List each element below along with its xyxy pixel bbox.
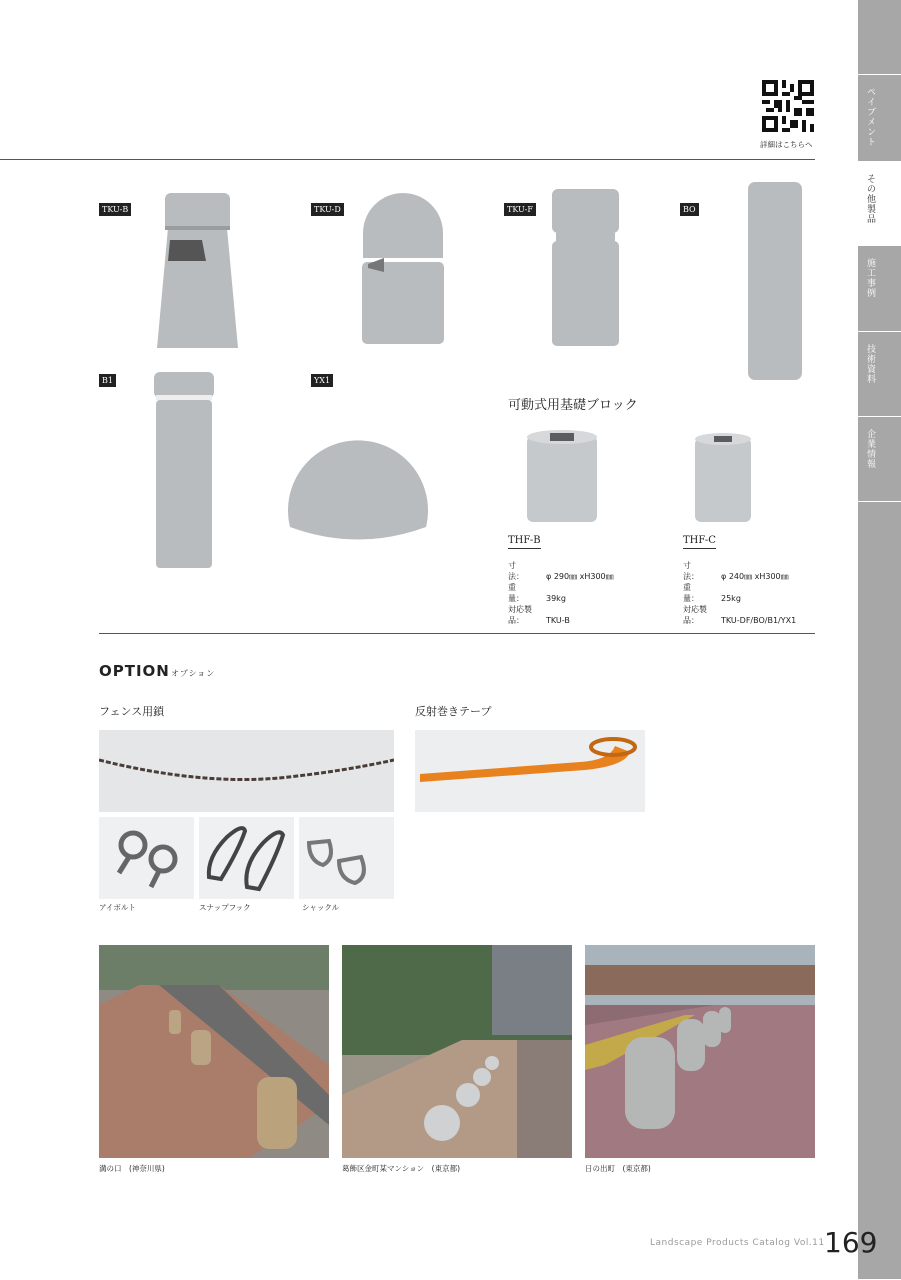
model-thf-c: THF-C [683, 535, 716, 549]
model-tag-tku-d: TKU-D [311, 203, 344, 216]
fence-chain-photo [99, 730, 394, 812]
qr-caption: 詳細はこちらへ [760, 140, 813, 149]
spec-label: 対応製品： [508, 605, 532, 625]
section-rule [99, 633, 815, 634]
tab-pavement[interactable] [858, 75, 901, 162]
case-caption-2: 葛飾区金町某マンション (東京都) [342, 1164, 461, 1173]
bollard-bo-image [744, 178, 806, 383]
tab-filler [858, 502, 901, 1280]
part-caption-eyebolt: アイボルト [99, 903, 136, 912]
case-caption-3: 日の出町 (東京都) [585, 1164, 651, 1173]
spec-compat: TKU-DF/BO/B1/YX1 [721, 616, 797, 625]
qr-code-icon[interactable] [762, 80, 814, 132]
bollard-tku-d-image [358, 188, 448, 348]
tab-company-info[interactable] [858, 417, 901, 502]
reflective-tape-photo [415, 730, 645, 812]
spec-compat: TKU-B [546, 616, 570, 625]
case-photo-hinodemachi [585, 945, 815, 1158]
spec-label: 寸 法： [508, 561, 532, 581]
spec-label: 重 量： [508, 583, 532, 603]
spec-weight: 39kg [546, 594, 566, 603]
model-tag-tku-b: TKU-B [99, 203, 131, 216]
tab-label: ペイブメント [865, 87, 875, 147]
side-index-tabs [858, 0, 901, 1280]
option-subtitle: オプション [171, 669, 216, 678]
spec-thf-b [508, 560, 614, 626]
model-tag-bo: BO [680, 203, 699, 216]
model-thf-b: THF-B [508, 535, 541, 549]
base-block-thf-b-image [524, 428, 600, 526]
footer-catalog-name: Landscape Products Catalog Vol.11 [650, 1238, 825, 1248]
spec-label: 寸 法： [683, 561, 707, 581]
snap-hook-photo [199, 817, 294, 899]
spec-thf-c [683, 560, 796, 626]
tab-label: 施工事例 [865, 258, 875, 298]
tab-technical-data[interactable] [858, 332, 901, 417]
tab-other-products[interactable] [858, 162, 901, 246]
header-rule [0, 159, 815, 160]
tab-label: その他製品 [865, 174, 875, 224]
base-block-title: 可動式用基礎ブロック [508, 398, 638, 413]
shackle-photo [299, 817, 394, 899]
model-tag-b1: B1 [99, 374, 116, 387]
chain-title: フェンス用鎖 [99, 705, 165, 718]
model-tag-tku-f: TKU-F [504, 203, 536, 216]
case-photo-katsushika [342, 945, 572, 1158]
tab-spacer [858, 0, 901, 75]
base-block-thf-c-image [692, 432, 754, 526]
bollard-tku-b-image [150, 188, 245, 353]
page-number: 169 [824, 1226, 878, 1259]
tape-title: 反射巻きテープ [415, 705, 492, 718]
part-caption-snap-hook: スナップフック [199, 903, 251, 912]
spec-size: φ 290㎜ xH300㎜ [546, 572, 614, 581]
option-title: OPTION [99, 662, 170, 680]
bollard-b1-image [150, 368, 218, 573]
case-caption-1: 溝の口 (神奈川県) [99, 1164, 165, 1173]
spec-label: 対応製品： [683, 605, 707, 625]
tab-label: 企業情報 [865, 429, 875, 469]
spec-label: 重 量： [683, 583, 707, 603]
bollard-tku-f-image [548, 186, 623, 351]
tab-construction-cases[interactable] [858, 246, 901, 332]
case-photo-mizonokuchi [99, 945, 329, 1158]
part-caption-shackle: シャックル [302, 903, 340, 912]
model-tag-yx1: YX1 [311, 374, 333, 387]
bollard-yx1-image [282, 402, 434, 547]
tab-label: 技術資料 [865, 344, 875, 384]
spec-size: φ 240㎜ xH300㎜ [721, 572, 789, 581]
eyebolt-photo [99, 817, 194, 899]
spec-weight: 25kg [721, 594, 741, 603]
